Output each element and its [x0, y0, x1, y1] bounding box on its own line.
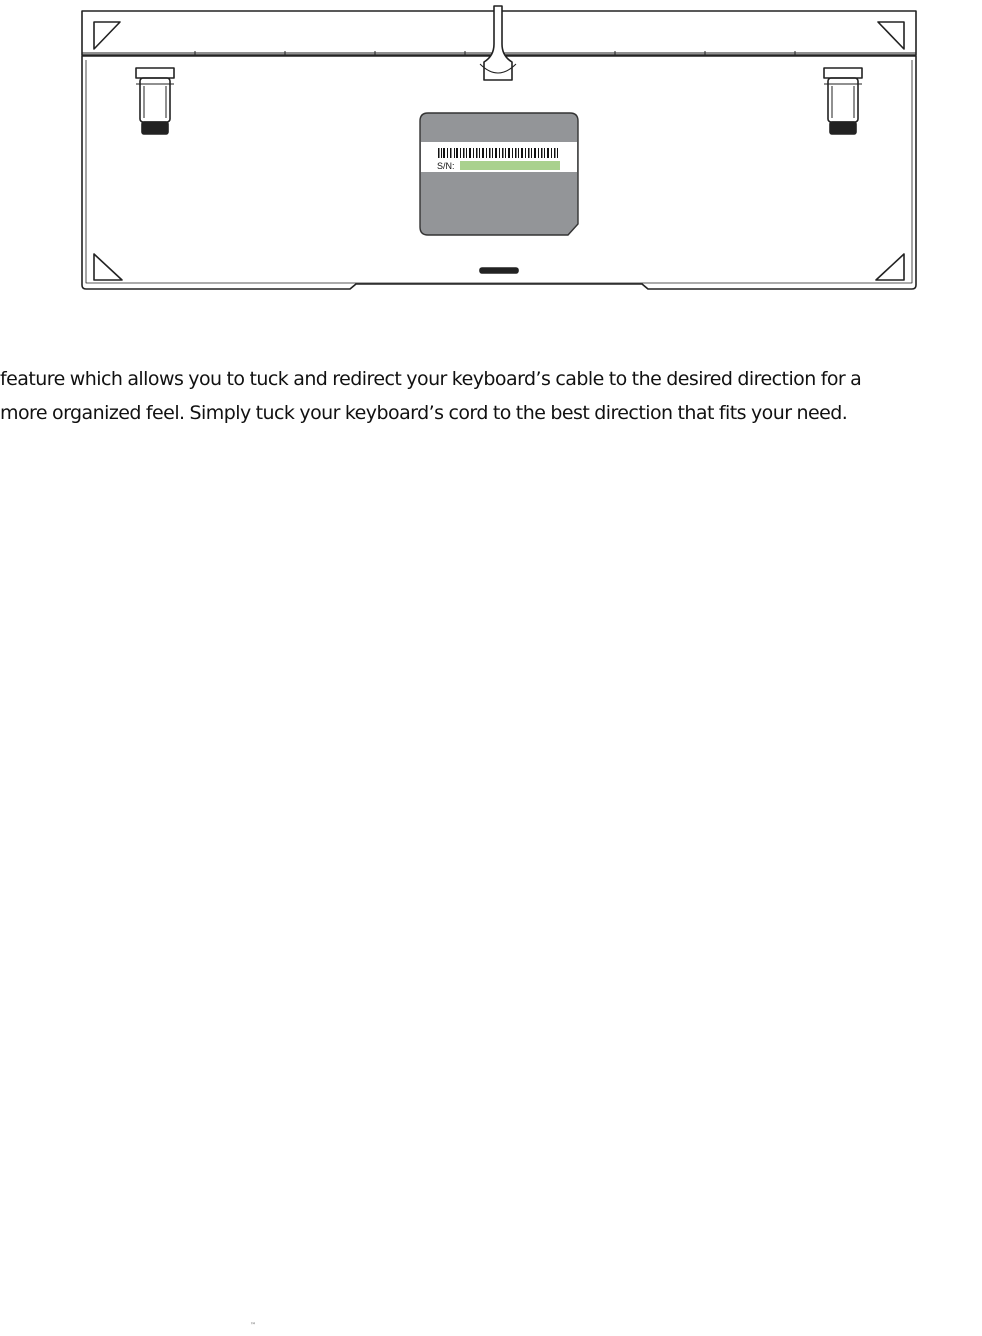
corner-foot-bottom-left: [94, 254, 122, 280]
corner-foot-top-right: [878, 22, 904, 49]
serial-value-field: [460, 161, 560, 170]
serial-number-label: [420, 113, 578, 235]
kickstand-right: [824, 68, 862, 134]
corner-foot-top-left: [94, 22, 120, 49]
keyboard-underside-illustration: [80, 4, 920, 296]
kickstand-left: [136, 68, 174, 134]
bottom-slot: [480, 268, 518, 273]
keyboard-underside-drawing: [80, 4, 920, 296]
body-line-2: more organized feel. Simply tuck your keyboard’s cord to the best direction that fits your need.: [0, 402, 848, 424]
corner-foot-bottom-right: [876, 254, 904, 280]
body-paragraph: [0, 362, 975, 430]
center-cable-post: [484, 6, 512, 80]
serial-label-text: S/N:: [437, 161, 455, 171]
body-line-1: feature which allows you to tuck and redirect your keyboard’s cable to the desired direction for a: [0, 368, 862, 390]
trademark-mark: ™: [250, 1322, 256, 1329]
